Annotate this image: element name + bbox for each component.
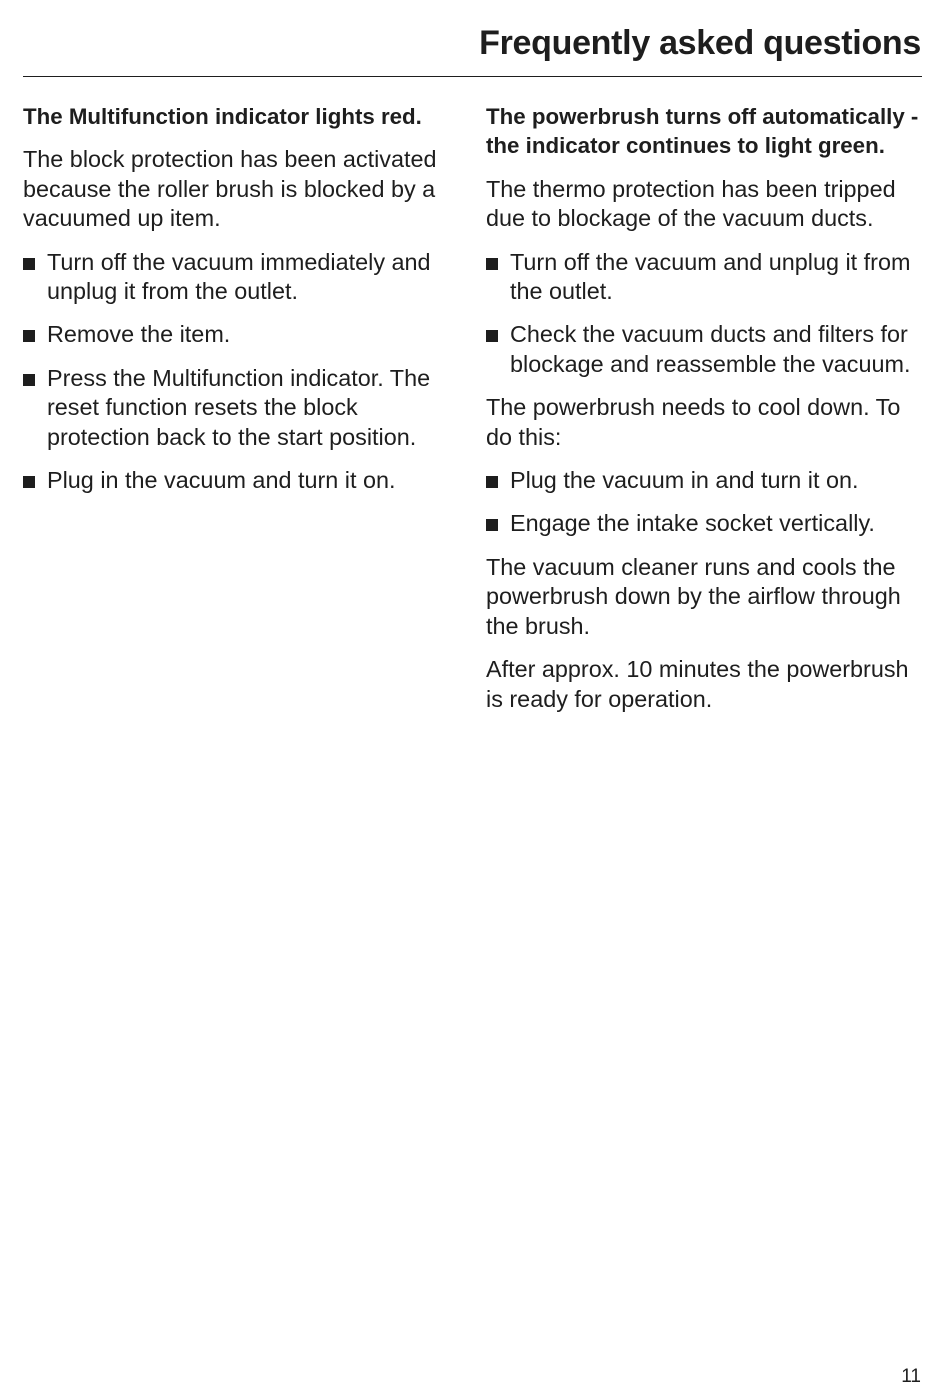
list-item-text: Press the Multifunction indicator. The reset function resets the block protection back to the start position.: [47, 364, 431, 450]
section-heading-powerbrush-off: The powerbrush turns off automatically - the indicator continues to light green.: [486, 104, 919, 159]
list-item: [486, 248, 926, 307]
list-item-text: Turn off the vacuum immediately and unplug it from the outlet.: [47, 248, 431, 305]
steps-list: [486, 248, 926, 380]
cool-down-steps-list: [486, 466, 926, 539]
list-item: [23, 320, 455, 349]
square-bullet-icon: [486, 476, 498, 488]
header-divider: [23, 76, 922, 77]
list-item: [486, 320, 926, 379]
cooling-note: The vacuum cleaner runs and cools the powerbrush down by the airflow through the brush.: [486, 553, 901, 639]
list-item-text: Plug the vacuum in and turn it on.: [510, 467, 859, 494]
list-item: [23, 466, 455, 495]
square-bullet-icon: [486, 519, 498, 531]
right-column: [486, 102, 926, 728]
section-heading-red-indicator: The Multifunction indicator lights red.: [23, 104, 422, 129]
square-bullet-icon: [23, 476, 35, 488]
page-number: 11: [901, 1366, 921, 1387]
list-item-text: Turn off the vacuum and unplug it from the outlet.: [510, 248, 911, 305]
square-bullet-icon: [23, 374, 35, 386]
square-bullet-icon: [486, 330, 498, 342]
page-title: Frequently asked questions: [479, 24, 921, 62]
list-item: [23, 248, 455, 307]
list-item-text: Check the vacuum ducts and filters for blockage and reassemble the vacuum.: [510, 321, 911, 377]
square-bullet-icon: [486, 258, 498, 270]
ready-note: After approx. 10 minutes the powerbrush is ready for operation.: [486, 656, 909, 712]
steps-list: [23, 248, 455, 496]
left-column: [23, 102, 455, 509]
list-item: [486, 466, 926, 495]
list-item: [23, 364, 455, 452]
cool-down-intro: The powerbrush needs to cool down. To do this:: [486, 394, 901, 450]
square-bullet-icon: [23, 330, 35, 342]
section-intro: The block protection has been activated because the roller brush is blocked by a vacuumed up item.: [23, 146, 437, 232]
square-bullet-icon: [23, 258, 35, 270]
list-item: [486, 509, 926, 538]
section-intro: The thermo protection has been tripped due to blockage of the vacuum ducts.: [486, 175, 896, 232]
list-item-text: Remove the item.: [47, 321, 231, 348]
list-item-text: Plug in the vacuum and turn it on.: [47, 467, 396, 494]
list-item-text: Engage the intake socket vertically.: [510, 510, 875, 537]
